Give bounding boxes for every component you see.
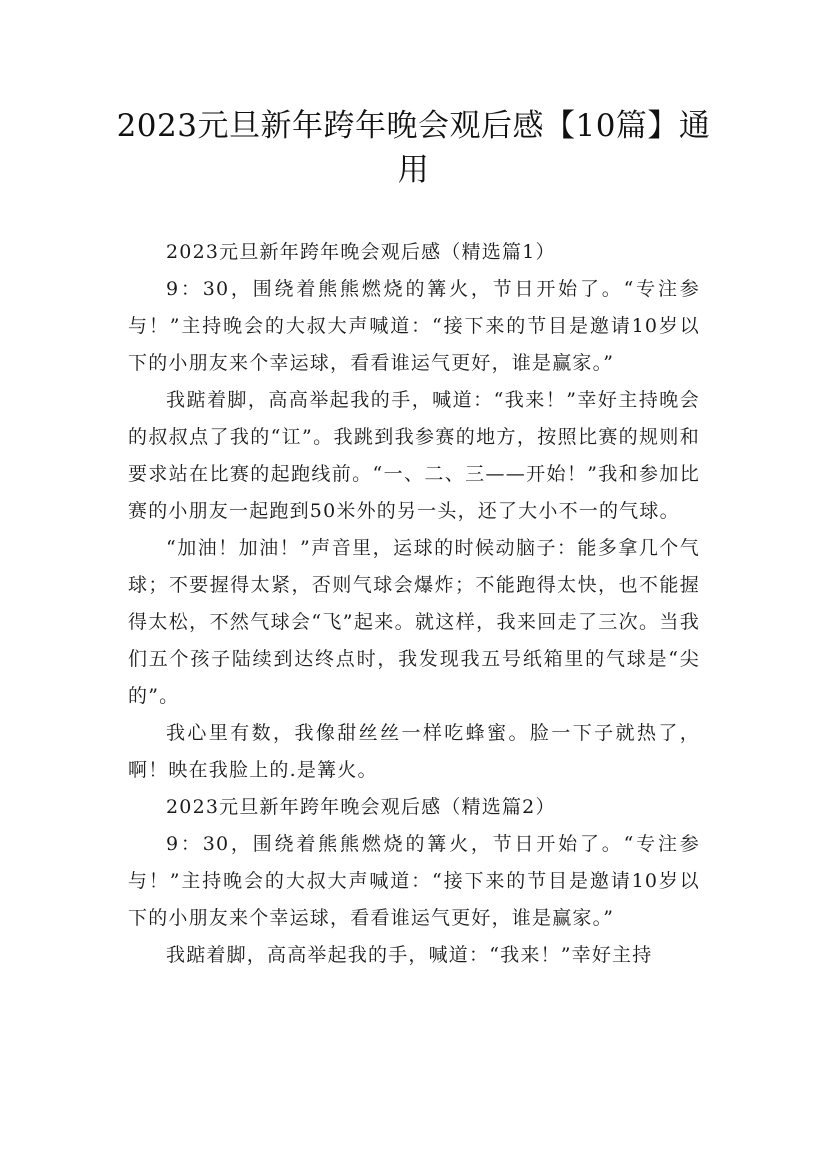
paragraph: 我踮着脚，高高举起我的手，喊道：“我来！”幸好主持晚会的叔叔点了我的“讧”。我跳到我参赛的地方，按照比赛的规则和要求站在比赛的起跑线前。“一、二、三——开始！”我和参加比赛的小朋友一起跑到50米外的另一头，还了大小不一的气球。 — [128, 389, 700, 522]
paragraph: 我踮着脚，高高举起我的手，喊道：“我来！”幸好主持 — [166, 944, 653, 966]
section-heading-1: 2023元旦新年跨年晚会观后感（精选篇1） — [166, 241, 556, 263]
paragraph: 9：30，围绕着熊熊燃烧的篝火，节日开始了。“专注参与！”主持晚会的大叔大声喊道：“接下来的节目是邀请10岁以下的小朋友来个幸运球，看看谁运气更好，谁是赢家。” — [128, 278, 700, 374]
document-title: 2023元旦新年跨年晚会观后感【10篇】通用 — [116, 108, 711, 188]
section-heading-2: 2023元旦新年跨年晚会观后感（精选篇2） — [166, 796, 556, 818]
paragraph: “加油！加油！”声音里，运球的时候动脑子：能多拿几个气球；不要握得太紧，否则气球会爆炸；不能跑得太快，也不能握得太松，不然气球会“飞”起来。就这样，我来回走了三次。当我们五个孩子陆续到达终点时，我发现我五号纸箱里的气球是“尖的”。 — [128, 537, 700, 707]
document-body — [128, 234, 700, 974]
paragraph: 9：30，围绕着熊熊燃烧的篝火，节日开始了。“专注参与！”主持晚会的大叔大声喊道：“接下来的节目是邀请10岁以下的小朋友来个幸运球，看看谁运气更好，谁是赢家。” — [128, 833, 700, 929]
paragraph: 我心里有数，我像甜丝丝一样吃蜂蜜。脸一下子就热了，啊！映在我脸上的.是篝火。 — [128, 722, 700, 781]
